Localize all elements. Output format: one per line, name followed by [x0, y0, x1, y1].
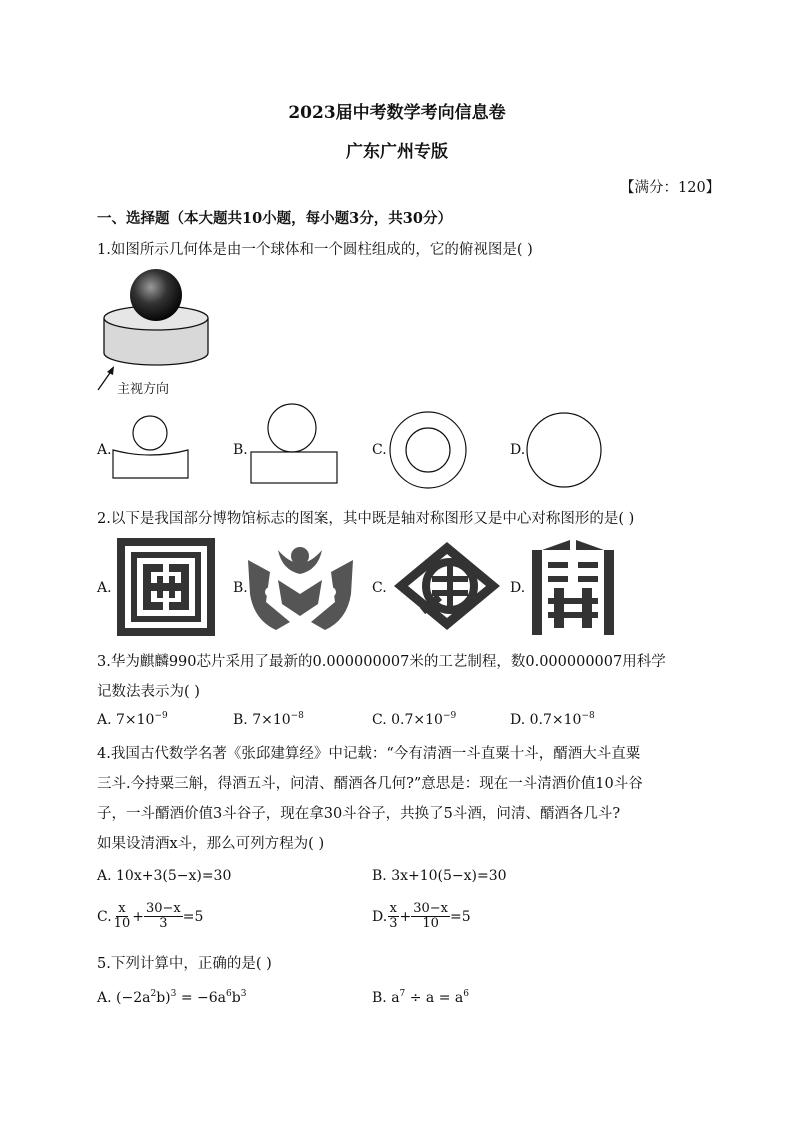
q3-option-a[interactable]: [97, 711, 168, 728]
q4-option-c-fraction-2: [144, 902, 183, 932]
q5-option-b[interactable]: [372, 989, 469, 1006]
q1-option-a-label[interactable]: A.: [97, 442, 112, 458]
q1-option-b-label[interactable]: B.: [233, 442, 248, 458]
q1-option-c-label[interactable]: C.: [372, 442, 387, 458]
q5-option-a[interactable]: [97, 989, 246, 1006]
q3-option-b-exp: −8: [290, 711, 304, 721]
q3-option-a-base: A. 7×10: [97, 712, 155, 728]
plus-sign: +: [132, 908, 144, 925]
q2-option-a-logo: [117, 538, 215, 636]
question-3-line-2: 记数法表示为( ): [97, 684, 200, 700]
exponent: 3: [240, 989, 247, 999]
q2-option-b-logo: [248, 540, 353, 632]
q5-option-a-part-3: = −6a: [176, 990, 226, 1006]
q3-option-c-base: C. 0.7×10: [372, 712, 443, 728]
fraction-denominator: 3: [159, 916, 168, 932]
q1-option-c-figure: [388, 410, 468, 490]
question-3-line-1: 3.华为麒麟990芯片采用了最新的0.000000007米的工艺制程，数0.000000007用科学: [97, 654, 666, 670]
question-1-stem: 1.如图所示几何体是由一个球体和一个圆柱组成的，它的俯视图是( ): [97, 242, 533, 258]
exponent: 3: [170, 989, 177, 999]
q1-option-d-label[interactable]: D.: [510, 442, 526, 458]
q4-option-d[interactable]: [372, 902, 471, 932]
q1-option-d-figure: [526, 410, 606, 490]
q4-option-d-fraction-1: [387, 902, 399, 932]
fraction-denominator: 10: [113, 916, 131, 932]
q4-option-d-fraction-2: [411, 902, 450, 932]
q3-option-b-base: B. 7×10: [233, 712, 291, 728]
q4-option-b[interactable]: B. 3x+10(5−x)=30: [372, 868, 507, 884]
question-2-stem: 2.以下是我国部分博物馆标志的图案，其中既是轴对称图形又是中心对称图形的是( ): [97, 511, 635, 527]
q5-option-a-part-2: b): [156, 990, 171, 1006]
fraction-denominator: 3: [389, 916, 398, 932]
question-5-stem: 5.下列计算中，正确的是( ): [97, 956, 272, 972]
q3-option-d[interactable]: [510, 711, 595, 728]
q2-option-d-logo: [530, 540, 616, 635]
q5-option-a-part-4: b: [231, 990, 241, 1006]
full-score-label: 【满分：120】: [620, 180, 721, 196]
exponent: 2: [150, 989, 157, 999]
exponent: 7: [399, 989, 406, 999]
q3-option-a-exp: −9: [154, 711, 168, 721]
q1-option-b-figure: [248, 404, 343, 486]
question-4-line-3: 子，一斗醑酒价值3斗谷子，现在拿30斗谷子，共换了5斗酒，问清、醑酒各几斗?: [97, 806, 621, 822]
fraction-numerator: 30−x: [413, 901, 448, 916]
q3-option-d-base: D. 0.7×10: [510, 712, 582, 728]
q3-option-d-exp: −8: [581, 711, 595, 721]
q2-option-c-logo: [392, 540, 502, 632]
section-heading: 一、选择题（本大题共10小题，每小题3分，共30分）: [97, 210, 452, 227]
q3-option-b[interactable]: [233, 711, 304, 728]
view-direction-label: 主视方向: [117, 382, 170, 397]
fraction-denominator: 10: [422, 916, 439, 932]
q4-option-a[interactable]: A. 10x+3(5−x)=30: [97, 868, 232, 884]
q4-option-c-prefix: C.: [97, 908, 112, 925]
q4-option-d-prefix: D.: [372, 908, 388, 925]
q2-option-b-label[interactable]: B.: [233, 580, 248, 596]
q5-option-b-part-1: B. a: [372, 990, 400, 1006]
plus-sign: +: [399, 908, 412, 925]
q4-option-c[interactable]: [97, 902, 203, 932]
fraction-numerator: x: [118, 901, 126, 916]
question-4-line-4: 如果设清酒x斗，那么可列方程为( ): [97, 836, 325, 852]
q4-option-c-rhs: =5: [182, 908, 204, 925]
question-4-line-2: 三斗.今持粟三斛，得酒五斗，问清、醑酒各几何?”意思是：现在一斗清酒价值10斗谷: [97, 776, 643, 792]
exponent: 6: [463, 989, 469, 999]
exam-title: 2023届中考数学考向信息卷: [288, 103, 506, 123]
exponent: 6: [226, 989, 232, 999]
exam-subtitle: 广东广州专版: [346, 142, 448, 162]
q2-option-c-label[interactable]: C.: [372, 580, 387, 596]
q4-option-c-fraction-1: [112, 902, 133, 932]
fraction-numerator: x: [389, 901, 397, 916]
q5-option-b-part-2: ÷ a = a: [405, 990, 464, 1006]
q5-option-a-part-1: A. (−2a: [97, 990, 151, 1006]
q1-option-a-figure: [110, 416, 195, 486]
q2-option-d-label[interactable]: D.: [510, 580, 526, 596]
q2-option-a-label[interactable]: A.: [97, 580, 112, 596]
fraction-numerator: 30−x: [145, 901, 181, 916]
q3-option-c-exp: −9: [442, 711, 457, 721]
q3-option-c[interactable]: [372, 711, 456, 728]
q4-option-d-rhs: =5: [449, 908, 471, 925]
question-4-line-1: 4.我国古代数学名著《张邱建算经》中记载：“今有清酒一斗直粟十斗，醑酒大斗直粟: [97, 746, 641, 762]
